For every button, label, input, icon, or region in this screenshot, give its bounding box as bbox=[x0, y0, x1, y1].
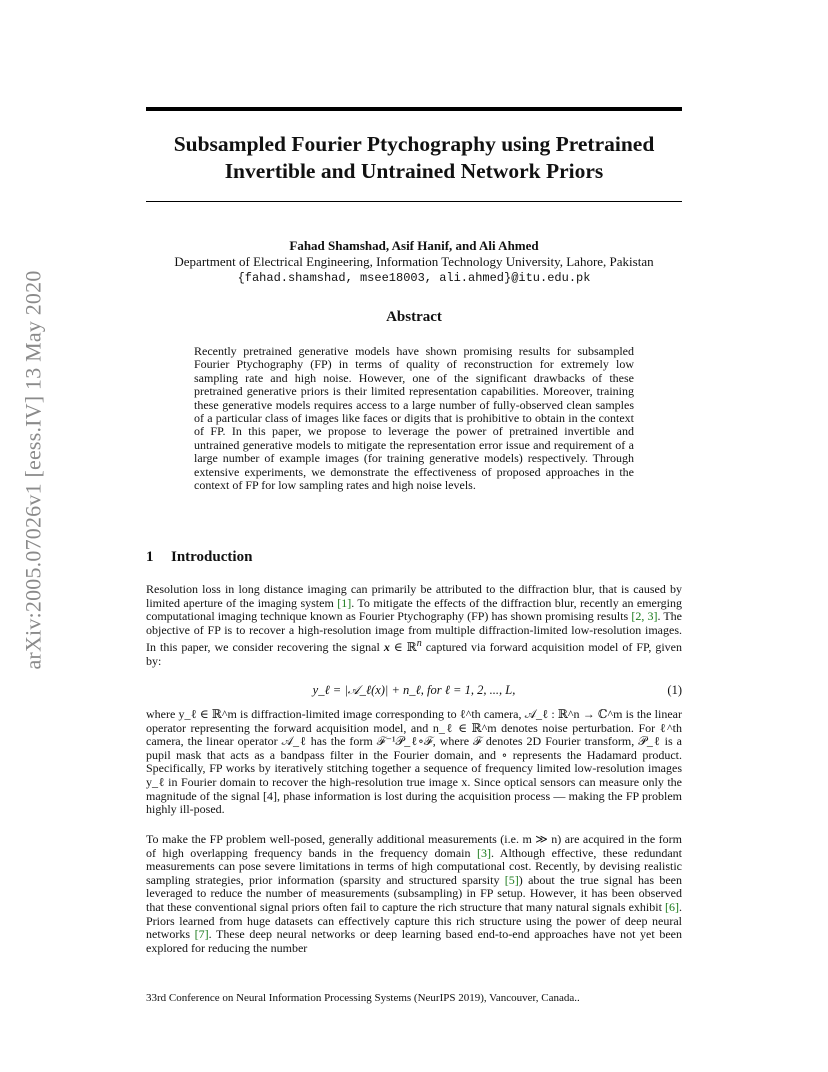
citation-5[interactable]: [5] bbox=[504, 872, 519, 887]
p3-text-e: . These deep neural networks or deep learning based end-to-end approaches have not yet been explored for reducing the number bbox=[146, 927, 682, 955]
abstract-text: Recently pretrained generative models have shown promising results for subsampled Fourier Ptychography (FP) in terms of quality of reconstruction for extremely low sampling rate and high noise. However, one of the significant drawbacks of these pretrained generative priors is their limited representation capabilities. Moreover, training these generative models requires access to a large number of fully-observed clean samples of a particular class of images like faces or digits that is prohibitive to obtain in the context of FP. In this paper, we propose to leverage the power of pretrained invertible and untrained generative models to mitigate the representation error issue and requirement of a large number of example images (for training generative models) respectively. Through extensive experiments, we demonstrate the effectiveness of proposed approaches in the context of FP for low sampling rates and high noise levels. bbox=[194, 344, 634, 493]
p3-text-b: . Although effective, these redundant measurements can pose severe limitations in terms of high computational cost. Recently, by devising realistic sampling strategies, prior information (sparsity and structured sparsity bbox=[146, 845, 682, 887]
p3-text-a: To make the FP problem well-posed, generally additional measurements (i.e. m ≫ n) are acquired in the form of high overlapping frequency bands in the frequency domain bbox=[146, 832, 682, 860]
title-rule-top bbox=[146, 107, 682, 111]
arxiv-stamp bbox=[4, 270, 64, 670]
citation-2-3[interactable]: [2, 3] bbox=[631, 609, 658, 624]
p1-text-a: Resolution loss in long distance imaging can primarily be attributed to the diffraction blur, that is caused by limited aperture of the imaging system bbox=[146, 582, 682, 610]
p1-symbol-x: x bbox=[383, 640, 390, 655]
paper-title bbox=[146, 131, 682, 185]
equation-body: y_ℓ = |𝒜_ℓ(x)| + n_ℓ, for ℓ = 1, 2, ..., L, bbox=[312, 683, 516, 697]
section-title: Introduction bbox=[171, 549, 253, 565]
intro-paragraph-1 bbox=[146, 583, 682, 669]
p1-text-d: ∈ ℝ bbox=[389, 640, 417, 655]
citation-7[interactable]: [7] bbox=[194, 927, 209, 942]
p1-text-c: . The objective of FP is to recover a high-resolution image from multiple diffraction-limited low-resolution images. In this paper, we consider recovering the signal bbox=[146, 609, 682, 655]
citation-3[interactable]: [3] bbox=[476, 845, 491, 860]
citation-6[interactable]: [6] bbox=[665, 899, 679, 914]
author-emails: {fahad.shamshad, msee18003, ali.ahmed}@itu.edu.pk bbox=[237, 271, 591, 285]
title-line-1: Subsampled Fourier Ptychography using Pretrained bbox=[173, 132, 655, 156]
p3-text-d: . Priors learned from huge datasets can effectively capture this rich structure using the power of deep neural networks bbox=[146, 899, 682, 942]
author-names: Fahad Shamshad, Asif Hanif, and Ali Ahmed bbox=[289, 238, 539, 253]
section-heading bbox=[146, 549, 252, 566]
affiliation: Department of Electrical Engineering, Information Technology University, Lahore, Pakistan bbox=[174, 254, 654, 269]
p1-text-e: captured via forward acquisition model of FP, given by: bbox=[146, 640, 682, 668]
p1-text-b: . To mitigate the effects of the diffraction blur, recently an emerging computational imaging technique known as Fourier Ptychography (FP) has shown promising results bbox=[146, 595, 682, 624]
abstract-heading: Abstract bbox=[386, 309, 442, 325]
title-line-2: Invertible and Untrained Network Priors bbox=[224, 159, 604, 183]
p1-symbol-n: n bbox=[416, 638, 422, 650]
equation-number: (1) bbox=[667, 683, 682, 697]
conference-footnote: 33rd Conference on Neural Information Processing Systems (NeurIPS 2019), Vancouver, Canada.. bbox=[146, 992, 580, 1004]
intro-paragraph-2: where y_ℓ ∈ ℝ^m is diffraction-limited image corresponding to ℓ^th camera, 𝒜_ℓ : ℝ^n → ℂ^m is the linear operator representing the forward acquisition model, and n_ℓ ∈ ℝ^m denotes noise perturbation. For ℓ^th camera, the linear operator 𝒜_ℓ has the form ℱ⁻¹𝒫_ℓ∘ℱ, where ℱ denotes 2D Fourier transform, 𝒫_ℓ is a pupil mask that acts as a bandpass filter in the Fourier domain, and ∘ represents the Hadamard product. Specifically, FP works by iteratively stitching together a sequence of frequency limited low-resolution images y_ℓ in Fourier domain to recover the high-resolution true image x. Since optical sensors can measure only the magnitude of the signal [4], phase information is lost during the acquisition process — making the FP problem highly ill-posed. bbox=[146, 707, 682, 817]
title-rule-bottom bbox=[146, 201, 682, 202]
author-block bbox=[146, 238, 682, 286]
intro-paragraph-3 bbox=[146, 833, 682, 955]
p3-text-c: ) about the true signal has been leveraged to reduce the number of measurements (subsampling) in FP setup. However, it has been observed that these conventional signal priors often fail to capture the rich structure that many natural signals exhibit bbox=[146, 872, 682, 914]
citation-1[interactable]: [1] bbox=[337, 595, 352, 610]
arxiv-stamp-text: arXiv:2005.07026v1 [eess.IV] 13 May 2020 bbox=[21, 270, 46, 670]
section-number: 1 bbox=[146, 549, 154, 565]
